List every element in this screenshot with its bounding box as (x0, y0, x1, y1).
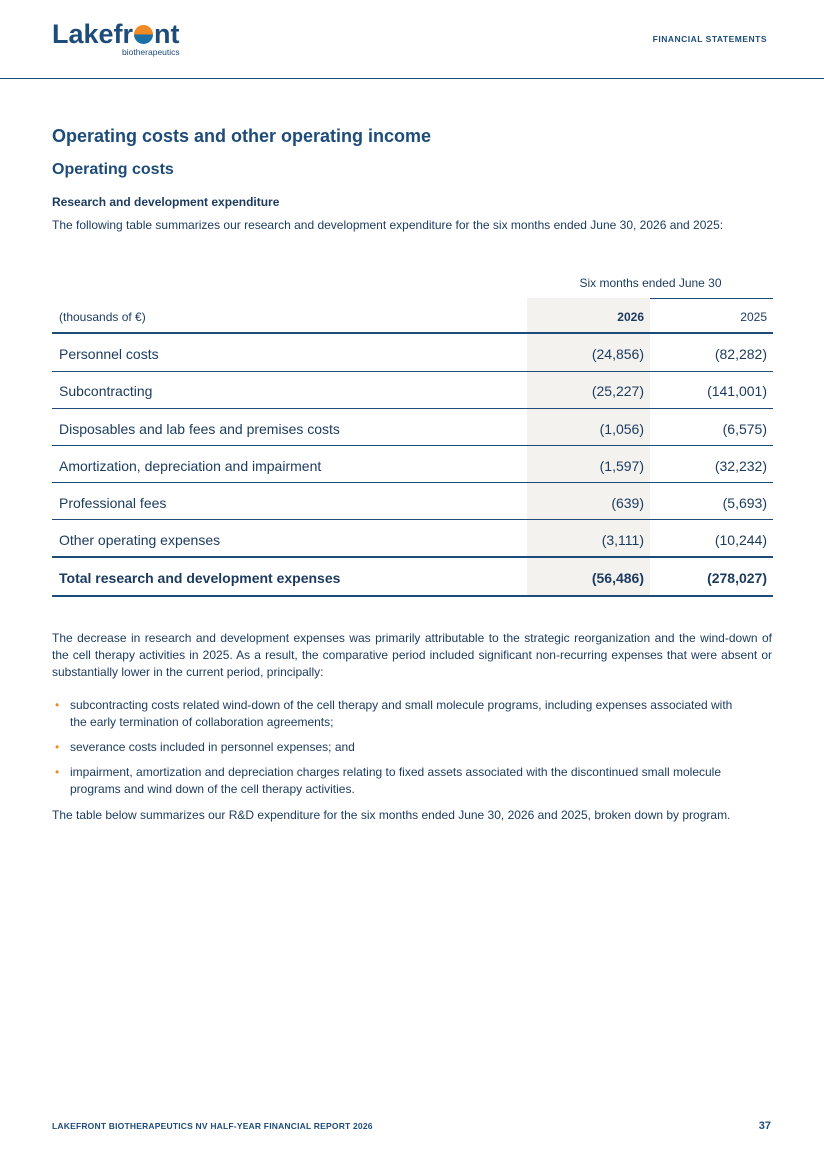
page-header (0, 0, 824, 79)
period-label: Six months ended June 30 (579, 276, 722, 290)
row-value-2026: (1,597) (599, 458, 644, 474)
row-divider (52, 519, 773, 520)
row-label: Personnel costs (59, 346, 159, 362)
section-label: FINANCIAL STATEMENTS (652, 34, 767, 44)
row-value-2026: (24,856) (591, 346, 644, 362)
row-value-2025: (82,282) (714, 346, 767, 362)
row-value-2025: (5,693) (722, 495, 767, 511)
row-divider (52, 408, 773, 409)
company-logo (52, 18, 192, 60)
table-row (52, 335, 773, 372)
footer-report-title: LAKEFRONT BIOTHERAPEUTICS NV HALF-YEAR FINANCIAL REPORT 2026 (52, 1121, 373, 1131)
heading-operating-costs: Operating costs (52, 161, 174, 178)
table-row (52, 521, 773, 558)
row-value-2025: (141,001) (707, 383, 767, 399)
intro-paragraph: The following table summarizes our research and development expenditure for the six months ended June 30, 2026 and 2025: (52, 218, 724, 232)
row-value-2026: (639) (611, 495, 644, 511)
row-label: Subcontracting (59, 383, 153, 399)
list-item (52, 764, 752, 798)
reasons-list (52, 697, 752, 806)
logo-subtitle: biotherapeutics (122, 47, 180, 57)
decrease-paragraph: The decrease in research and development expenses was primarily attributable to the strategic reorganization and the wind-down of the cell therapy activities in 2025. As a result, the comparative period included significant non-recurring expenses that were absent or substantially lower in the current period, principally: (52, 631, 772, 679)
logo-wordmark (52, 18, 180, 50)
logo-text-b: nt (154, 19, 180, 49)
list-item-text: impairment, amortization and depreciation charges relating to fixed assets associated with the discontinued small molecule programs and wind down of the cell therapy activities. (70, 765, 722, 796)
page-number: 37 (758, 1120, 771, 1132)
table-row (52, 410, 773, 447)
program-paragraph: The table below summarizes our R&D expenditure for the six months ended June 30, 2026 and 2025, broken down by program. (52, 808, 731, 822)
header-divider (52, 332, 773, 334)
table-row (52, 447, 773, 484)
heading-rd-expenditure: Research and development expenditure (52, 195, 280, 209)
table-header-row (52, 298, 773, 335)
bullet-icon: • (55, 698, 60, 712)
table-row (52, 372, 773, 409)
row-value-2025: (32,232) (714, 458, 767, 474)
units-label: (thousands of €) (59, 310, 146, 324)
row-label: Other operating expenses (59, 532, 221, 548)
table-row (52, 484, 773, 521)
table-bottom-border (52, 595, 773, 597)
bullet-icon: • (55, 765, 60, 779)
list-item (52, 739, 752, 756)
column-2026-header: 2026 (617, 310, 644, 324)
list-item (52, 697, 752, 731)
total-divider (52, 556, 773, 558)
row-label: Professional fees (59, 495, 167, 511)
list-item-text: severance costs included in personnel expenses; and (70, 740, 355, 754)
list-item-text: subcontracting costs related wind-down of the cell therapy and small molecule programs, including expenses associated with the early termination of collaboration agreements; (70, 698, 733, 729)
row-value-2026: (3,111) (601, 532, 644, 548)
total-label: Total research and development expenses (59, 570, 341, 586)
heading-operating-costs-income: Operating costs and other operating income (52, 126, 432, 146)
bullet-icon: • (55, 740, 60, 754)
logo-o-icon (134, 25, 153, 44)
table-total-row (52, 559, 773, 596)
total-value-2026: (56,486) (591, 570, 644, 586)
logo-text-a: Lakefr (52, 19, 134, 49)
row-label: Amortization, depreciation and impairment (59, 458, 322, 474)
row-value-2026: (1,056) (599, 421, 644, 437)
row-value-2025: (6,575) (722, 421, 767, 437)
row-label: Disposables and lab fees and premises costs (59, 421, 340, 437)
total-value-2025: (278,027) (707, 570, 767, 586)
column-2025-header: 2025 (740, 310, 767, 324)
row-divider (52, 445, 773, 446)
row-value-2025: (10,244) (714, 532, 767, 548)
row-divider (52, 482, 773, 483)
row-value-2026: (25,227) (591, 383, 644, 399)
